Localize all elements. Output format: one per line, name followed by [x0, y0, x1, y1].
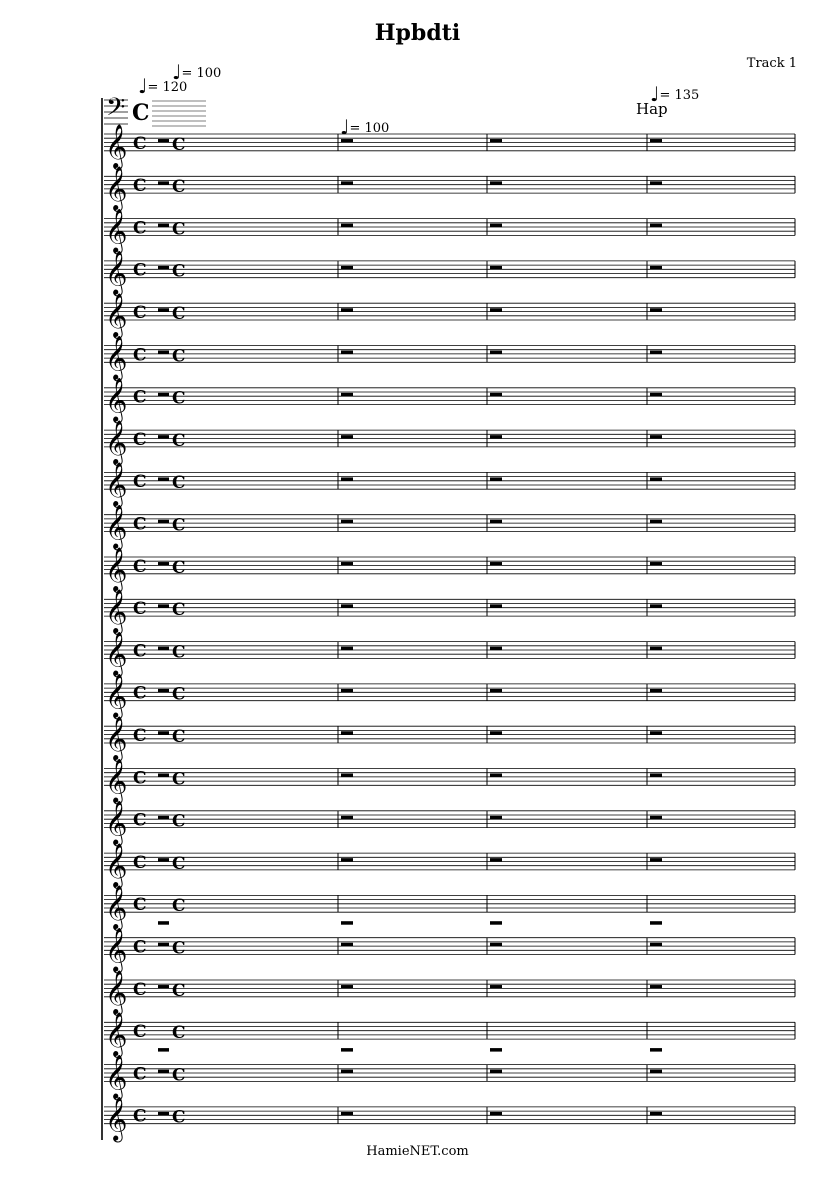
quarter-note-icon: ♩: [340, 115, 350, 139]
time-signature: C: [172, 515, 186, 536]
time-signature: C: [133, 218, 147, 239]
whole-rest: [490, 435, 502, 439]
whole-rest: [158, 921, 169, 925]
time-signature: C: [172, 219, 186, 240]
whole-rest: [490, 139, 502, 143]
time-signature: C: [172, 304, 186, 324]
whole-rest: [490, 1070, 502, 1074]
whole-rest: [341, 858, 353, 862]
whole-rest: [158, 858, 169, 862]
track-label: Track 1: [746, 56, 797, 71]
whole-rest: [341, 562, 353, 566]
time-signature: C: [133, 260, 147, 281]
whole-rest: [650, 1048, 662, 1052]
whole-rest: [341, 435, 353, 439]
whole-rest: [341, 308, 353, 312]
whole-rest: [490, 562, 502, 566]
whole-rest: [341, 477, 353, 481]
whole-rest: [158, 604, 169, 608]
whole-rest: [650, 435, 662, 439]
treble-clef-icon: 𝄞: [105, 166, 128, 211]
whole-rest: [158, 181, 169, 185]
time-signature: C: [133, 641, 147, 662]
treble-clef-icon: 𝄞: [105, 1054, 128, 1099]
treble-clef-icon: 𝄞: [105, 842, 128, 887]
treble-clef-icon: 𝄞: [105, 208, 128, 253]
whole-rest: [490, 921, 502, 925]
time-signature: C: [133, 683, 147, 704]
whole-rest: [650, 351, 662, 355]
whole-rest: [158, 647, 169, 651]
time-signature: C: [172, 896, 186, 917]
whole-rest: [341, 181, 353, 185]
time-signature: C: [172, 853, 186, 874]
whole-rest: [490, 351, 502, 355]
whole-rest: [341, 774, 353, 778]
whole-rest: [650, 858, 662, 862]
whole-rest: [158, 351, 169, 355]
whole-rest: [158, 139, 169, 143]
whole-rest: [341, 647, 353, 651]
whole-rest: [650, 1070, 662, 1074]
whole-rest: [650, 816, 662, 820]
time-signature: C: [172, 600, 186, 621]
time-signature: C: [133, 726, 147, 746]
whole-rest: [650, 647, 662, 651]
quarter-note-icon: ♩: [172, 60, 182, 84]
whole-rest: [158, 435, 169, 439]
treble-clef-icon: 𝄞: [105, 293, 128, 337]
whole-rest: [341, 985, 353, 989]
time-signature: C: [133, 937, 147, 958]
time-signature: C: [172, 134, 186, 155]
whole-rest: [490, 308, 502, 312]
whole-rest: [490, 224, 502, 228]
whole-rest: [490, 985, 502, 989]
whole-rest: [158, 393, 169, 397]
whole-rest: [650, 520, 662, 524]
whole-rest: [158, 774, 169, 778]
treble-clef-icon: 𝄞: [105, 504, 128, 549]
time-signature: C: [172, 684, 186, 705]
time-signature: C: [133, 429, 147, 450]
time-signature: C: [172, 642, 186, 663]
whole-rest: [341, 139, 353, 143]
whole-rest: [650, 224, 662, 228]
whole-rest: [341, 1070, 353, 1074]
whole-rest: [158, 1112, 169, 1116]
treble-clef-icon: 𝄞: [105, 419, 128, 464]
time-signature: C: [133, 1106, 147, 1127]
tempo-mark-120: ♩= 120: [138, 74, 188, 98]
time-signature: C: [172, 980, 186, 1001]
treble-clef-icon: 𝄞: [105, 335, 128, 380]
whole-rest: [341, 921, 353, 925]
whole-rest: [158, 689, 169, 693]
treble-clef-icon: 𝄞: [105, 1096, 128, 1141]
whole-rest: [490, 1112, 502, 1116]
treble-clef-icon: 𝄞: [105, 1012, 128, 1057]
time-signature: C: [172, 1023, 186, 1044]
time-signature: C: [172, 938, 186, 959]
treble-clef-icon: 𝄞: [105, 123, 128, 168]
time-signature: C: [133, 768, 147, 789]
whole-rest: [650, 689, 662, 693]
time-signature: C: [133, 1022, 147, 1043]
whole-rest: [650, 266, 662, 270]
tempo-mark-100-b: ♩= 100: [340, 115, 390, 139]
whole-rest: [341, 520, 353, 524]
quarter-note-icon: ♩: [138, 74, 148, 98]
whole-rest: [490, 731, 502, 735]
whole-rest: [341, 731, 353, 735]
treble-clef-icon: 𝄞: [105, 758, 128, 803]
time-signature: C: [133, 387, 147, 408]
whole-rest: [490, 858, 502, 862]
whole-rest: [158, 1048, 169, 1052]
time-signature: C: [132, 100, 150, 126]
time-signature: C: [172, 1065, 186, 1086]
whole-rest: [341, 943, 353, 947]
time-signature: C: [133, 810, 147, 831]
time-signature: C: [133, 514, 147, 535]
time-signature: C: [133, 556, 147, 577]
whole-rest: [490, 477, 502, 481]
whole-rest: [490, 943, 502, 947]
time-signature: C: [133, 133, 147, 154]
whole-rest: [490, 604, 502, 608]
whole-rest: [341, 393, 353, 397]
time-signature: C: [133, 472, 147, 493]
tempo-mark-135: ♩= 135: [650, 82, 700, 106]
whole-rest: [158, 985, 169, 989]
whole-rest: [158, 943, 169, 947]
whole-rest: [341, 1048, 353, 1052]
time-signature: C: [133, 345, 147, 366]
treble-clef-icon: 𝄞: [105, 377, 128, 422]
whole-rest: [650, 943, 662, 947]
whole-rest: [650, 393, 662, 397]
treble-clef-icon: 𝄞: [105, 250, 128, 295]
time-signature: C: [133, 303, 147, 323]
whole-rest: [158, 308, 169, 312]
whole-rest: [650, 731, 662, 735]
time-signature: C: [172, 473, 186, 494]
whole-rest: [490, 774, 502, 778]
time-signature: C: [133, 599, 147, 620]
whole-rest: [341, 604, 353, 608]
whole-rest: [650, 774, 662, 778]
whole-rest: [650, 604, 662, 608]
treble-clef-icon: 𝄞: [105, 462, 128, 507]
whole-rest: [158, 731, 169, 735]
treble-clef-icon: 𝄞: [105, 927, 128, 972]
whole-rest: [341, 224, 353, 228]
whole-rest: [341, 689, 353, 693]
whole-rest: [341, 266, 353, 270]
whole-rest: [490, 647, 502, 651]
whole-rest: [341, 351, 353, 355]
whole-rest: [650, 139, 662, 143]
whole-rest: [490, 393, 502, 397]
time-signature: C: [172, 388, 186, 409]
whole-rest: [490, 1048, 502, 1052]
quarter-note-icon: ♩: [650, 82, 660, 106]
whole-rest: [490, 689, 502, 693]
time-signature: C: [172, 557, 186, 578]
lyric-text: Hap: [636, 100, 668, 118]
whole-rest: [341, 816, 353, 820]
whole-rest: [650, 308, 662, 312]
time-signature: C: [172, 177, 186, 198]
page-title: Hpbdti: [374, 20, 461, 46]
whole-rest: [650, 477, 662, 481]
whole-rest: [158, 816, 169, 820]
whole-rest: [650, 921, 662, 925]
tempo-mark-100-a: ♩= 100: [172, 60, 222, 84]
treble-clef-icon: 𝄞: [105, 716, 128, 760]
whole-rest: [490, 816, 502, 820]
bass-clef-icon: 𝄢: [106, 93, 126, 128]
time-signature: C: [133, 852, 147, 873]
time-signature: C: [133, 895, 147, 916]
whole-rest: [158, 520, 169, 524]
whole-rest: [158, 562, 169, 566]
treble-clef-icon: 𝄞: [105, 631, 128, 676]
whole-rest: [341, 1112, 353, 1116]
treble-clef-icon: 𝄞: [105, 885, 128, 930]
treble-clef-icon: 𝄞: [105, 969, 128, 1014]
time-signature: C: [133, 1064, 147, 1085]
treble-clef-icon: 𝄞: [105, 589, 128, 634]
whole-rest: [650, 985, 662, 989]
whole-rest: [650, 562, 662, 566]
whole-rest: [490, 520, 502, 524]
whole-rest: [490, 266, 502, 270]
treble-clef-icon: 𝄞: [105, 546, 128, 591]
whole-rest: [650, 181, 662, 185]
treble-clef-icon: 𝄞: [105, 800, 128, 845]
whole-rest: [158, 266, 169, 270]
whole-rest: [158, 477, 169, 481]
time-signature: C: [172, 261, 186, 282]
time-signature: C: [133, 176, 147, 197]
footer-credit: HamieNET.com: [366, 1144, 469, 1159]
whole-rest: [158, 224, 169, 228]
time-signature: C: [172, 430, 186, 451]
time-signature: C: [172, 769, 186, 790]
time-signature: C: [172, 1107, 186, 1128]
whole-rest: [490, 181, 502, 185]
time-signature: C: [133, 979, 147, 1000]
treble-clef-icon: 𝄞: [105, 673, 128, 718]
whole-rest: [650, 1112, 662, 1116]
time-signature: C: [172, 727, 186, 747]
time-signature: C: [172, 811, 186, 832]
time-signature: C: [172, 346, 186, 367]
whole-rest: [158, 1070, 169, 1074]
